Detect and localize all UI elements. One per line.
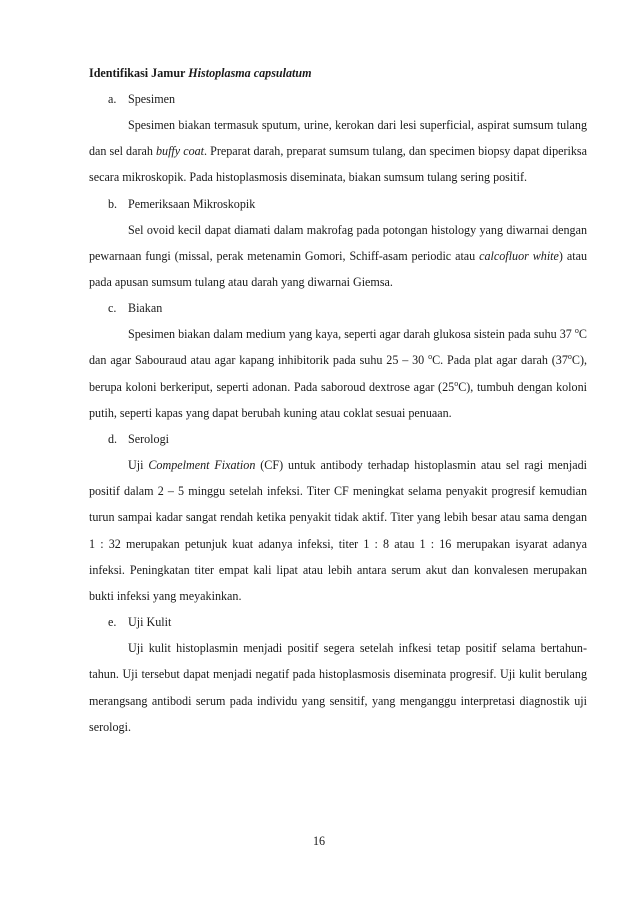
title-plain: Identifikasi Jamur xyxy=(89,66,189,80)
paragraph xyxy=(89,452,587,609)
section-letter: c. xyxy=(108,301,117,316)
text-run: C dan agar Sabouraud atau agar kapang inhibitorik pada suhu 25 – 30 xyxy=(89,327,587,368)
section-heading-text: Pemeriksaan Mikroskopik xyxy=(128,196,256,211)
document-title xyxy=(89,60,587,86)
section-heading xyxy=(108,191,587,217)
degree-superscript: o xyxy=(574,326,579,336)
page-number: 16 xyxy=(312,834,326,848)
italic-term: Compelment Fixation xyxy=(148,458,256,473)
text-run: C), berupa koloni berkeriput, seperti adonan. Pada saboroud dextrose agar (25 xyxy=(89,353,588,394)
text-run: C. Pada plat agar darah (37 xyxy=(432,353,568,368)
document-body xyxy=(89,60,587,740)
section-heading xyxy=(108,86,587,112)
section-pemeriksaan-mikroskopik xyxy=(89,191,587,296)
degree-superscript: o xyxy=(454,378,459,388)
section-letter: d. xyxy=(108,432,118,447)
section-heading-text: Uji Kulit xyxy=(128,615,172,630)
section-letter: a. xyxy=(108,92,117,106)
text-run: ) atau pada apusan sumsum tulang atau darah yang diwarnai Giemsa. xyxy=(89,248,587,290)
paragraph xyxy=(89,112,587,191)
text-run: Uji xyxy=(128,458,149,473)
italic-term: buffy coat xyxy=(155,144,205,159)
section-letter: e. xyxy=(108,615,117,630)
text-run: Spesimen biakan termasuk sputum, urine, kerokan dari lesi superficial, aspirat sumsum tulang dan sel darah xyxy=(89,118,587,159)
section-heading xyxy=(108,609,587,635)
section-serologi xyxy=(89,426,587,609)
text-run: Sel ovoid kecil dapat diamati dalam makrofag pada potongan histology yang diwarnai dengan pewarnaan fungi (missal, perak metenamin Gomori, Schiff-asam periodic atau xyxy=(89,222,587,263)
text-run: C), tumbuh dengan koloni putih, seperti kapas yang dapat berubah kuning atau coklat sesuai penuaan. xyxy=(89,379,587,420)
paragraph xyxy=(89,321,587,426)
section-letter: b. xyxy=(108,196,118,211)
text-run: Spesimen biakan dalam medium yang kaya, seperti agar darah glukosa sistein pada suhu 37 xyxy=(128,327,575,342)
degree-superscript: o xyxy=(567,352,572,362)
text-run: . Preparat darah, preparat sumsum tulang, dan specimen biopsy dapat diperiksa secara mikroskopik. Pada histoplasmosis diseminata, biakan sumsum tulang sering positif. xyxy=(89,144,588,185)
italic-term: calcofluor white xyxy=(479,248,559,263)
paragraph xyxy=(89,217,587,296)
text-run: Uji kulit histoplasmin menjadi positif segera setelah infkesi tetap positif selama bertahun-tahun. Uji tersebut dapat menjadi negatif pada histoplasmosis diseminata progresif. Uji kulit berulang merangsang antibodi serum pada individu yang sensitif, yang menganggu interpretasi diagnostik uji serologi. xyxy=(89,641,587,734)
section-heading-text: Spesimen xyxy=(128,92,176,106)
section-spesimen xyxy=(89,86,587,191)
paragraph xyxy=(89,635,587,740)
section-uji-kulit xyxy=(89,609,587,740)
degree-superscript: o xyxy=(428,352,433,362)
text-run: (CF) untuk antibody terhadap histoplasmin atau sel ragi menjadi positif dalam 2 – 5 minggu setelah infeksi. Titer CF meningkat selama penyakit progresif kemudian turun sampai kadar sangat rendah ketika penyakit tidak aktif. Titer yang lebih besar atau sama dengan 1 : 32 merupakan petunjuk kuat adanya infeksi, titer 1 : 8 atau 1 : 16 merupakan isyarat adanya infeksi. Peningkatan titer empat kali lipat atau lebih antara serum akut dan konvalesen merupakan bukti infeksi yang meyakinkan. xyxy=(89,458,587,604)
section-biakan xyxy=(89,295,587,426)
section-heading-text: Serologi xyxy=(128,432,169,447)
section-heading xyxy=(108,295,587,321)
section-heading xyxy=(108,426,587,452)
title-italic: Histoplasma capsulatum xyxy=(188,66,312,80)
section-heading-text: Biakan xyxy=(128,301,163,316)
